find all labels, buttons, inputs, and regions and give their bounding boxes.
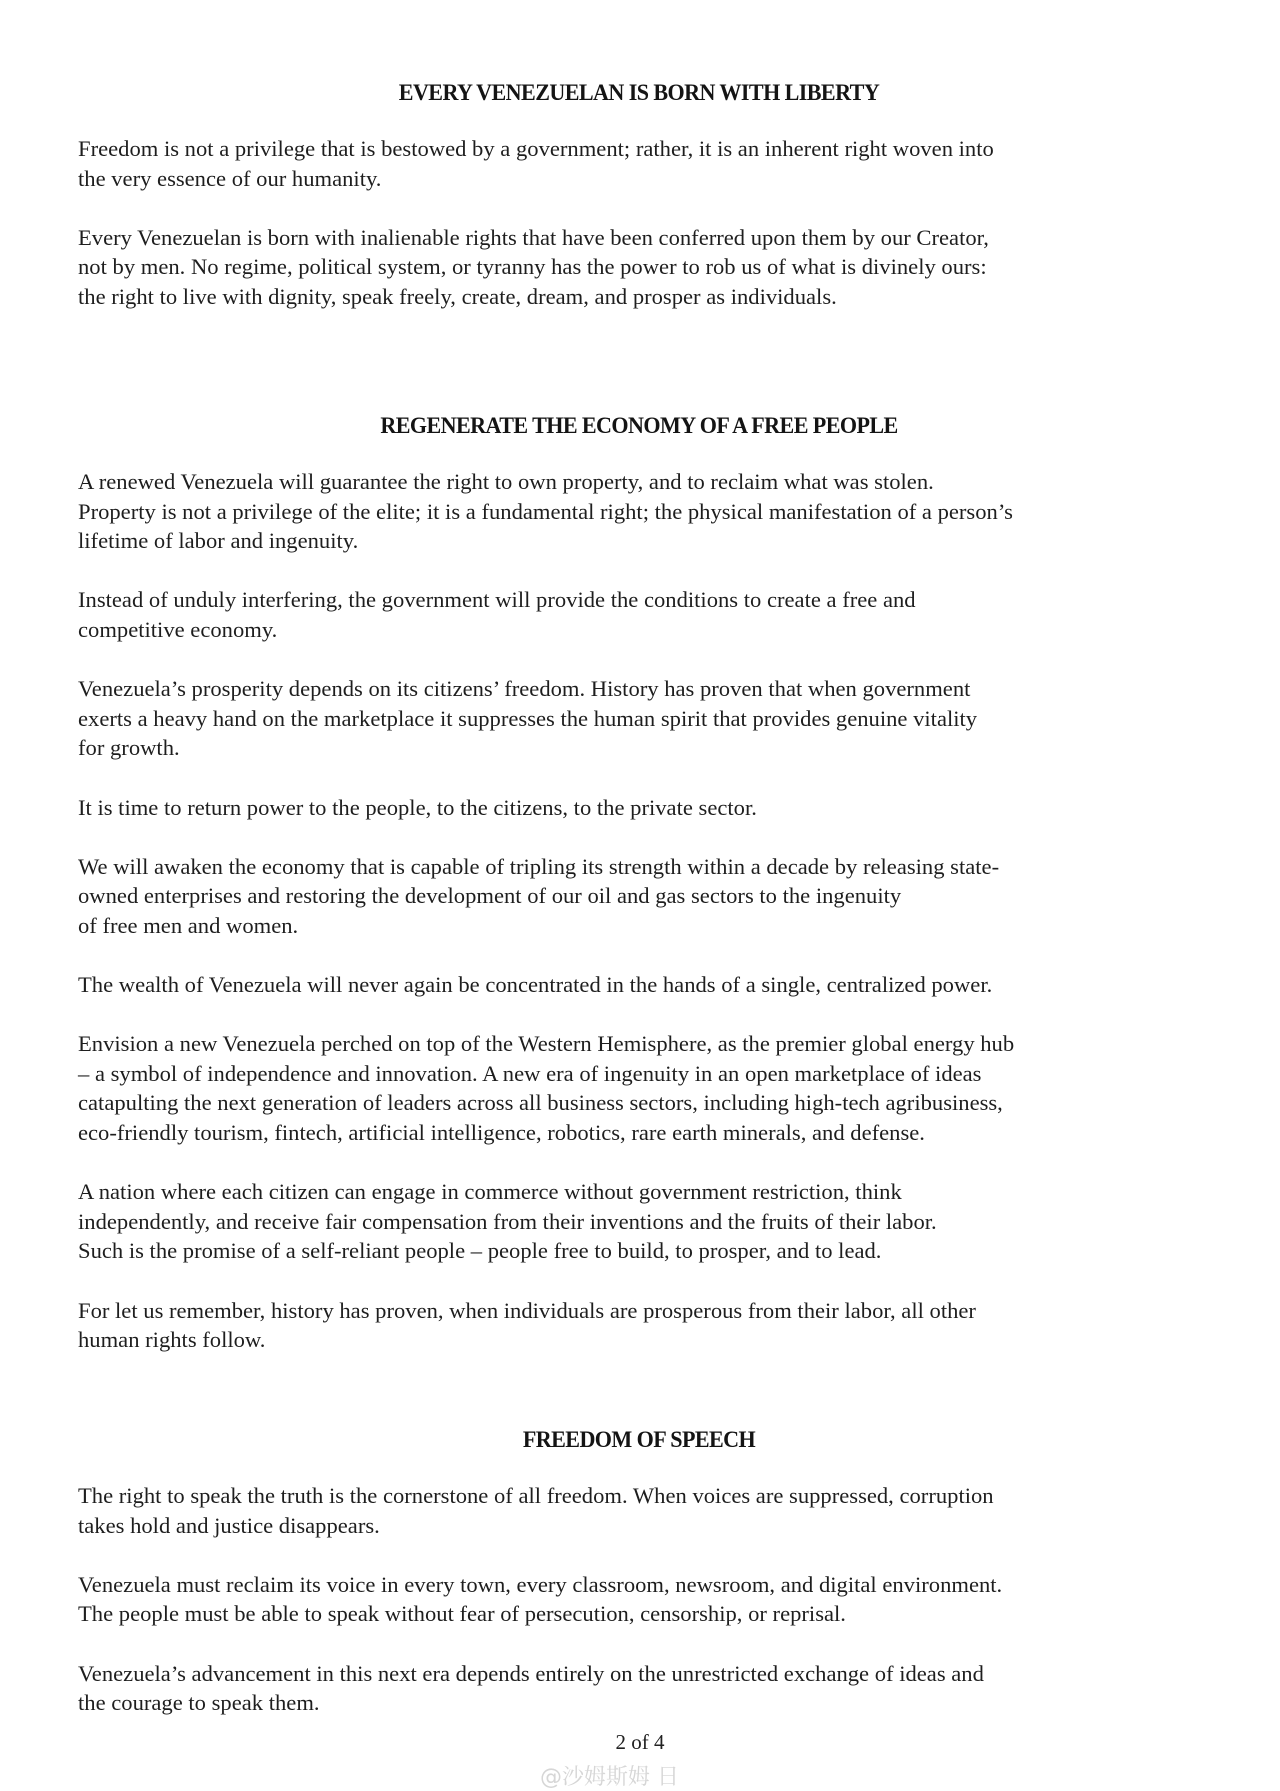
section-liberty — [78, 78, 1200, 341]
paragraph — [78, 793, 1200, 823]
text-line: Instead of unduly interfering, the government will provide the conditions to create a free and — [78, 587, 916, 613]
text-line: – a symbol of independence and innovation. A new era of ingenuity in an open marketplace of ideas — [78, 1060, 982, 1086]
text-line: catapulting the next generation of leaders across all business sectors, including high-tech agribusiness, — [78, 1090, 1003, 1116]
text-line: Freedom is not a privilege that is bestowed by a government; rather, it is an inherent right woven into — [78, 136, 994, 161]
paragraph — [78, 134, 1200, 193]
paragraph — [78, 585, 1200, 644]
section-speech — [78, 1425, 1200, 1747]
text-line: It is time to return power to the people, to the citizens, to the private sector. — [78, 794, 757, 820]
text-line: independently, and receive fair compensation from their inventions and the fruits of their labor. — [78, 1208, 937, 1234]
text-line: Venezuela’s prosperity depends on its citizens’ freedom. History has proven that when government — [78, 676, 971, 702]
paragraph — [78, 1659, 1200, 1718]
text-line: owned enterprises and restoring the development of our oil and gas sectors to the ingenuity — [78, 883, 902, 909]
text-line: exerts a heavy hand on the marketplace it suppresses the human spirit that provides genuine vitality — [78, 705, 978, 731]
paragraph — [78, 1481, 1200, 1540]
paragraph — [78, 1570, 1200, 1629]
text-line: competitive economy. — [78, 616, 278, 642]
text-line: of free men and women. — [78, 912, 299, 938]
text-line: Venezuela must reclaim its voice in every town, every classroom, newsroom, and digital environment. — [78, 1571, 1003, 1597]
text-line: The people must be able to speak without fear of persecution, censorship, or reprisal. — [78, 1601, 846, 1627]
text-line: A renewed Venezuela will guarantee the right to own property, and to reclaim what was stolen. — [78, 469, 934, 494]
text-line: lifetime of labor and ingenuity. — [78, 528, 359, 554]
paragraph — [78, 1029, 1200, 1147]
text-line: A nation where each citizen can engage in commerce without government restriction, think — [78, 1179, 902, 1205]
paragraph — [78, 674, 1200, 763]
text-line: The wealth of Venezuela will never again be concentrated in the hands of a single, centralized power. — [78, 972, 993, 998]
text-line: Property is not a privilege of the elite; it is a fundamental right; the physical manifestation of a person’s — [78, 498, 1013, 524]
paragraph — [78, 467, 1200, 556]
text-line: the right to live with dignity, speak freely, create, dream, and prosper as individuals. — [78, 283, 837, 309]
paragraph — [78, 970, 1200, 1000]
text-line: eco-friendly tourism, fintech, artificial intelligence, robotics, rare earth minerals, and defense. — [78, 1120, 925, 1146]
text-line: not by men. No regime, political system, or tyranny has the power to rob us of what is divinely ours: — [78, 254, 987, 280]
text-line: human rights follow. — [78, 1327, 266, 1353]
section-title: REGENERATE THE ECONOMY OF A FREE PEOPLE — [380, 413, 898, 438]
text-line: Envision a new Venezuela perched on top of the Western Hemisphere, as the premier global energy hub — [78, 1031, 1015, 1057]
text-line: Venezuela’s advancement in this next era depends entirely on the unrestricted exchange of ideas and — [78, 1660, 984, 1686]
paragraph — [78, 852, 1200, 941]
paragraph — [78, 1177, 1200, 1266]
text-line: Such is the promise of a self-reliant people – people free to build, to prosper, and to lead. — [78, 1238, 882, 1264]
text-line: takes hold and justice disappears. — [78, 1512, 380, 1538]
paragraph — [78, 1296, 1200, 1355]
section-title: FREEDOM OF SPEECH — [522, 1427, 756, 1452]
text-line: the courage to speak them. — [78, 1690, 320, 1716]
text-line: the very essence of our humanity. — [78, 165, 382, 191]
text-line: The right to speak the truth is the cornerstone of all freedom. When voices are suppressed, corruption — [78, 1483, 994, 1508]
section-economy — [78, 411, 1200, 1384]
page-number: 2 of 4 — [615, 1730, 665, 1754]
section-title: EVERY VENEZUELAN IS BORN WITH LIBERTY — [398, 80, 880, 105]
text-line: Every Venezuelan is born with inalienable rights that have been conferred upon them by our Creator, — [78, 224, 989, 250]
watermark: @沙姆斯姆 日 — [540, 1765, 679, 1790]
text-line: We will awaken the economy that is capable of tripling its strength within a decade by releasing state- — [78, 853, 1000, 879]
text-line: for growth. — [78, 735, 180, 761]
text-line: For let us remember, history has proven, when individuals are prosperous from their labor, all other — [78, 1297, 976, 1323]
paragraph — [78, 223, 1200, 312]
